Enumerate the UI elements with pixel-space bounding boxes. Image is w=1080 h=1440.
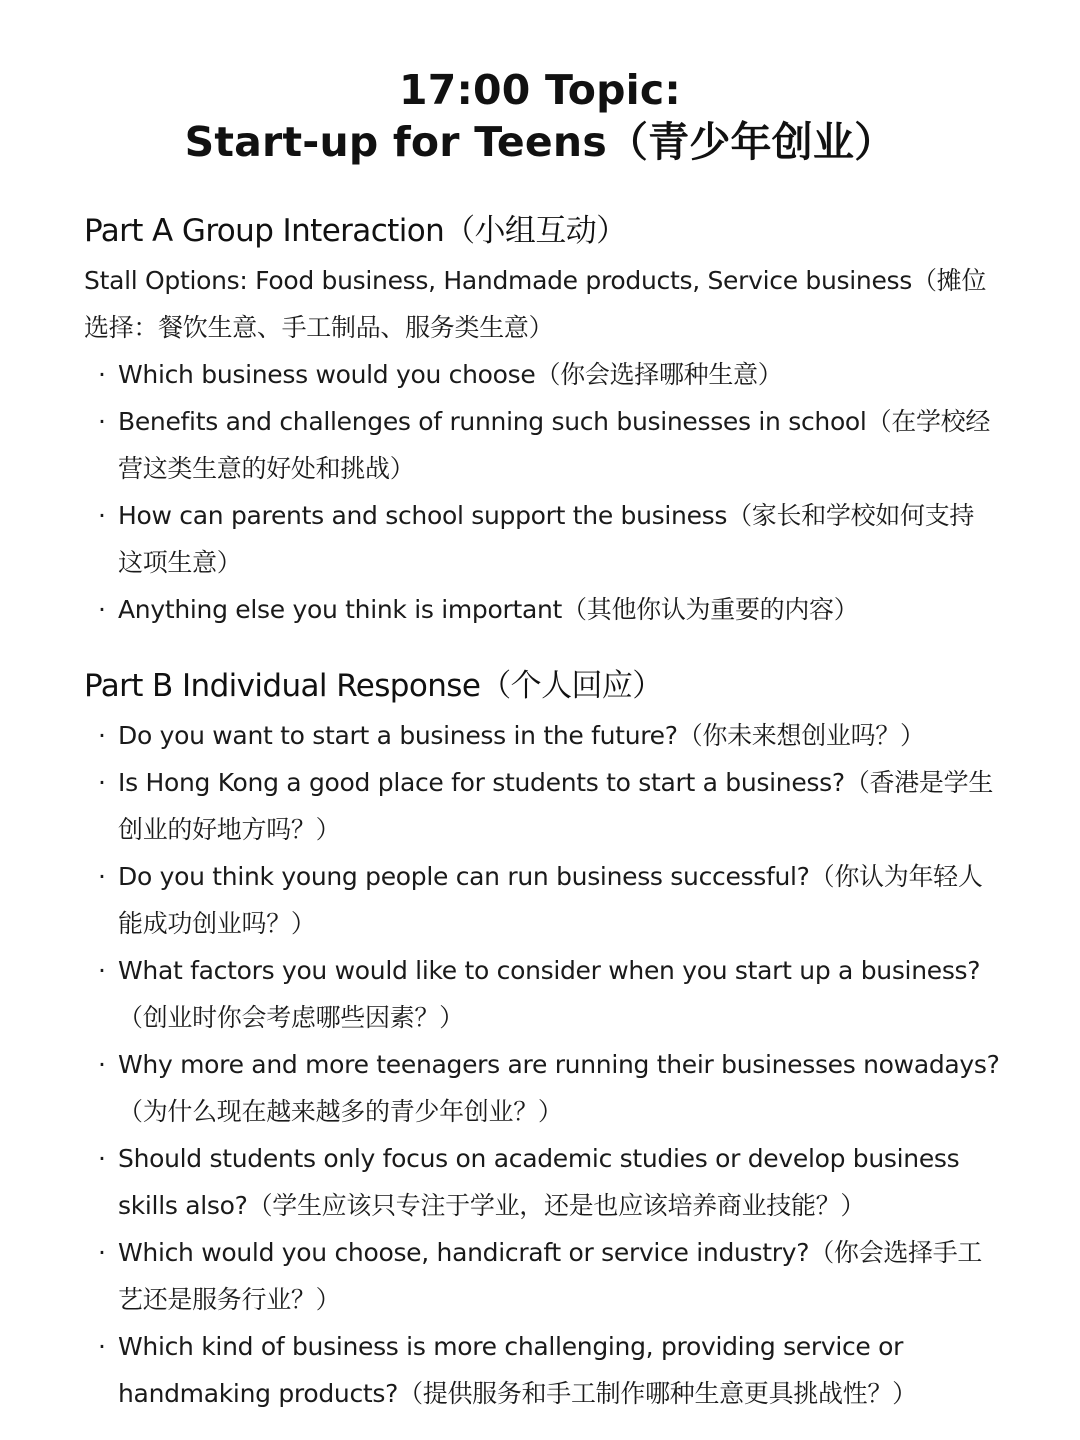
part-b-bullet-6: · (98, 1144, 106, 1173)
part-a-intro-line-1: Stall Options: Food business, Handmade products, Service business（摊位 (84, 266, 987, 295)
part-b-item-8-line-2: handmaking products?（提供服务和手工制作哪种生意更具挑战性？） (118, 1379, 917, 1408)
part-a-item-2-line-1: Benefits and challenges of running such businesses in school（在学校经 (118, 407, 991, 436)
part-b-bullet-5: · (98, 1050, 106, 1079)
part-b-item-5-line-1: Why more and more teenagers are running their businesses nowadays? (118, 1050, 1000, 1079)
part-a-item-3-line-1: How can parents and school support the business（家长和学校如何支持 (118, 501, 975, 530)
part-b-item-6-line-1: Should students only focus on academic studies or develop business (118, 1144, 960, 1173)
part-b-bullet-3: · (98, 862, 106, 891)
part-b-bullet-2: · (98, 768, 106, 797)
part-a-intro-line-2: 选择：餐饮生意、手工制品、服务类生意） (84, 313, 554, 342)
part-b-item-8-line-1: Which kind of business is more challenging, providing service or (118, 1332, 904, 1361)
page-title-line-1: 17:00 Topic: (399, 66, 681, 114)
part-b-item-2-line-1: Is Hong Kong a good place for students to start a business?（香港是学生 (118, 768, 994, 797)
part-b-item-4-line-2: （创业时你会考虑哪些因素？） (118, 1003, 464, 1032)
part-b-item-3-line-2: 能成功创业吗？） (118, 909, 316, 938)
part-b-item-5-line-2: （为什么现在越来越多的青少年创业？） (118, 1097, 563, 1126)
part-b-heading: Part B Individual Response（个人回应） (84, 668, 663, 704)
part-b-bullet-1: · (98, 721, 106, 750)
part-b-bullet-7: · (98, 1238, 106, 1267)
part-a-bullet-4: · (98, 595, 106, 624)
part-b-item-7-line-1: Which would you choose, handicraft or service industry?（你会选择手工 (118, 1238, 983, 1267)
part-b-bullet-8: · (98, 1332, 106, 1361)
part-b-item-7-line-2: 艺还是服务行业？） (118, 1285, 341, 1314)
part-a-bullet-3: · (98, 501, 106, 530)
part-a-bullet-1: · (98, 360, 106, 389)
part-b-item-3-line-1: Do you think young people can run business successful?（你认为年轻人 (118, 862, 983, 891)
part-a-item-1: Which business would you choose（你会选择哪种生意） (118, 360, 783, 389)
part-a-item-4: Anything else you think is important（其他你认为重要的内容） (118, 595, 859, 624)
part-b-item-4-line-1: What factors you would like to consider when you start up a business? (118, 956, 981, 985)
part-b-item-1: Do you want to start a business in the future?（你未来想创业吗？） (118, 721, 925, 750)
part-a-item-2-line-2: 营这类生意的好处和挑战） (118, 454, 415, 483)
part-a-bullet-2: · (98, 407, 106, 436)
part-a-heading: Part A Group Interaction（小组互动） (84, 213, 627, 249)
part-b-item-2-line-2: 创业的好地方吗？） (118, 815, 341, 844)
part-b-item-6-line-2: skills also?（学生应该只专注于学业，还是也应该培养商业技能？） (118, 1191, 866, 1220)
page-title-line-2: Start-up for Teens（青少年创业） (184, 118, 896, 166)
part-a-item-3-line-2: 这项生意） (118, 548, 242, 577)
part-b-bullet-4: · (98, 956, 106, 985)
